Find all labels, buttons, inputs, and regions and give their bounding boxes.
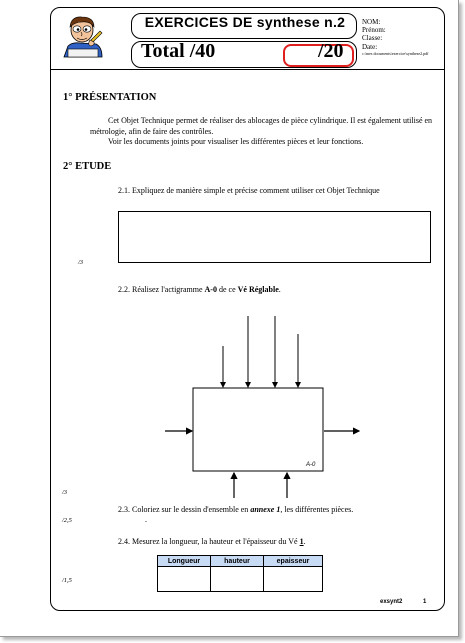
classe-field: Classe: [362, 34, 383, 43]
table-row [158, 567, 323, 592]
question-2-1: 2.1. Expliquez de manière simple et précise comment utiliser cet Objet Technique [118, 186, 380, 195]
total-label: Total /40 [141, 40, 216, 62]
page-number: 1 [423, 599, 427, 605]
presentation-text-2: Voir les documents joints pour visualiser les différentes pièces et leur fonctions. [108, 137, 364, 146]
q3-prefix: 2.3. Coloriez sur le dessin d'ensemble en [118, 505, 251, 514]
q4-ref: 1 [299, 537, 304, 546]
nom-field: NOM: [362, 18, 381, 26]
q2-prefix: 2.2. Réalisez l'actigramme [118, 285, 205, 294]
presentation-paragraph [90, 116, 440, 148]
actigram-label: A-0 [306, 462, 316, 468]
q4-prefix: 2.4. Mesurez la longueur, la hauteur et l'épaisseur du Vé [118, 537, 300, 546]
section-heading-presentation: 1° PRÉSENTATION [63, 92, 157, 103]
q2-middle: de ce [216, 285, 238, 294]
footer-code: exsynt2 [380, 599, 403, 605]
date-field: Date: [362, 42, 378, 51]
points-2-3: /2,5 [62, 517, 72, 524]
score-label: /20 [318, 40, 344, 62]
question-2-3 [118, 505, 353, 514]
points-2-1: /3 [78, 259, 84, 266]
q3-annex: annexe 1 [250, 505, 281, 514]
cell-longueur[interactable] [158, 567, 211, 592]
header-hauteur: hauteur [211, 556, 264, 567]
q2-object: Vé Réglable [237, 285, 279, 294]
student-info [362, 18, 428, 57]
cell-epaisseur[interactable] [264, 567, 323, 592]
question-2-4 [118, 537, 306, 546]
actigram-box [193, 388, 323, 471]
points-2-4: /1,5 [62, 577, 72, 584]
header-longueur: Longueur [158, 556, 211, 567]
q2-suffix: . [278, 285, 281, 294]
file-path: c:\mes documents\exercice\synthese2.pdf [362, 50, 429, 56]
actigram-diagram [160, 310, 370, 500]
points-2-2: /3 [62, 489, 68, 496]
prenom-field: Prénom: [362, 26, 386, 35]
q2-code: A-0 [204, 285, 217, 294]
q3-dot: . [145, 515, 147, 524]
question-2-2 [118, 285, 281, 294]
cell-hauteur[interactable] [211, 567, 264, 592]
measure-table [157, 555, 323, 592]
header-epaisseur: epaisseur [264, 556, 323, 567]
q3-suffix: , les différentes pièces. [280, 505, 354, 514]
header-separator [50, 69, 444, 70]
section-heading-etude: 2° ETUDE [63, 161, 112, 172]
answer-box-2-1[interactable] [118, 211, 431, 263]
student-avatar-icon [60, 12, 104, 60]
q4-suffix: . [303, 537, 306, 546]
page-title: EXERCICES DE synthese n.2 [144, 14, 346, 30]
presentation-text-1: Cet Objet Technique permet de réaliser des ablocages de pièce cylindrique. Il est également utilisé en métrologie, afin de faire des contrôles. [90, 116, 433, 136]
